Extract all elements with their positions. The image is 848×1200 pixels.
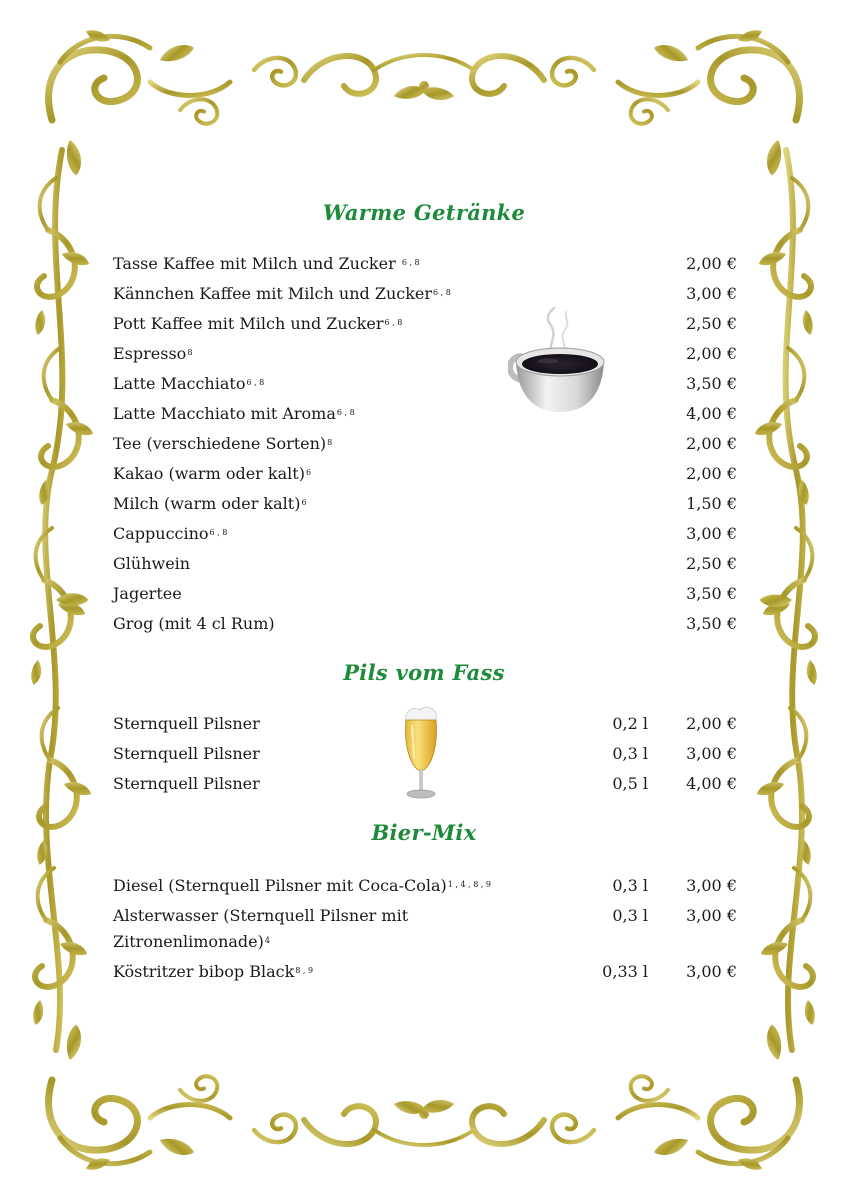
item-price: 3,00 € [686, 906, 737, 925]
beer-glass-illustration [400, 704, 442, 800]
item-name: Sternquell Pilsner [113, 774, 260, 793]
menu-item [0, 614, 848, 644]
item-quantity: 0,2 l [612, 714, 648, 733]
menu-item [0, 584, 848, 614]
item-name: Grog (mit 4 cl Rum) [113, 614, 275, 633]
item-name: Pott Kaffee mit Milch und Zucker$^{6 , 8}$ [113, 314, 403, 333]
item-price: 3,00 € [686, 744, 737, 763]
item-name: Espresso$^8$ [113, 344, 193, 363]
item-quantity: 0,3 l [612, 906, 648, 925]
item-price: 3,50 € [686, 614, 737, 633]
item-name: Diesel (Sternquell Pilsner mit Coca-Cola)$^{1 , 4 , 8 , 9}$ [113, 876, 492, 895]
item-name: Jagertee [113, 584, 182, 603]
item-name: Kännchen Kaffee mit Milch und Zucker$^{6 , 8}$ [113, 284, 451, 303]
section-title-warme-getraenke: Warme Getränke [322, 200, 526, 225]
item-price: 4,00 € [686, 404, 737, 423]
item-price: 3,00 € [686, 524, 737, 543]
item-quantity: 0,3 l [612, 876, 648, 895]
menu-item [0, 314, 848, 344]
item-price: 3,00 € [686, 876, 737, 895]
item-name: Tee (verschiedene Sorten)$^8$ [113, 434, 333, 453]
item-price: 3,50 € [686, 374, 737, 393]
menu-item [0, 464, 848, 494]
item-price: 3,00 € [686, 284, 737, 303]
menu-item [0, 524, 848, 554]
item-name: Alsterwasser (Sternquell Pilsner mit [113, 906, 409, 925]
menu-item [0, 876, 848, 906]
item-price: 2,00 € [686, 714, 737, 733]
item-name-continued: Zitronenlimonade)$^4$ [113, 932, 270, 951]
item-name: Köstritzer bibop Black$^{8 , 9}$ [113, 962, 314, 981]
menu-item [0, 962, 848, 992]
item-name: Sternquell Pilsner [113, 744, 260, 763]
item-name: Latte Macchiato mit Aroma$^{6 , 8}$ [113, 404, 355, 423]
item-quantity: 0,3 l [612, 744, 648, 763]
item-name: Tasse Kaffee mit Milch und Zucker $^{6 , 8}$ [113, 254, 420, 273]
menu-item [0, 284, 848, 314]
menu-item [0, 254, 848, 284]
item-price: 2,50 € [686, 314, 737, 333]
item-quantity: 0,33 l [602, 962, 648, 981]
item-name: Cappuccino$^{6 , 8}$ [113, 524, 228, 543]
item-price: 2,00 € [686, 464, 737, 483]
item-name: Sternquell Pilsner [113, 714, 260, 733]
menu-item [0, 374, 848, 404]
item-price: 2,50 € [686, 554, 737, 573]
item-price: 3,00 € [686, 962, 737, 981]
item-price: 2,00 € [686, 344, 737, 363]
item-quantity: 0,5 l [612, 774, 648, 793]
item-price: 1,50 € [686, 494, 737, 513]
item-price: 3,50 € [686, 584, 737, 603]
item-price: 2,00 € [686, 254, 737, 273]
item-name: Latte Macchiato$^{6 , 8}$ [113, 374, 265, 393]
item-name: Milch (warm oder kalt)$^6$ [113, 494, 307, 513]
section-title-pils-vom-fass: Pils vom Fass [343, 660, 505, 685]
item-name: Glühwein [113, 554, 191, 573]
menu-item [0, 404, 848, 434]
menu-item [0, 344, 848, 374]
menu-item [0, 554, 848, 584]
menu-item [0, 494, 848, 524]
item-price: 4,00 € [686, 774, 737, 793]
item-name: Kakao (warm oder kalt)$^6$ [113, 464, 312, 483]
coffee-cup-illustration [508, 306, 612, 418]
section-title-bier-mix: Bier-Mix [371, 820, 477, 845]
menu-item [0, 434, 848, 464]
item-price: 2,00 € [686, 434, 737, 453]
menu-item [0, 906, 848, 958]
